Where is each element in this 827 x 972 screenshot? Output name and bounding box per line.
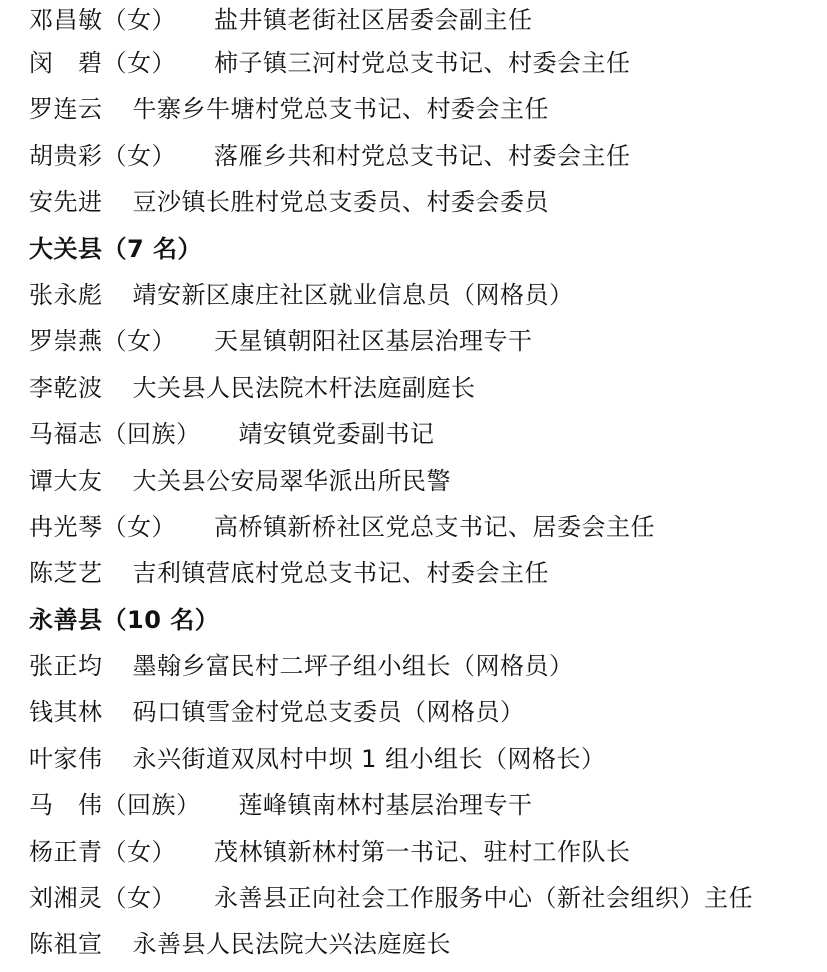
person-entry <box>29 0 819 40</box>
person-entry <box>29 736 819 782</box>
person-name: 杨正青（女） <box>29 837 176 866</box>
person-title: 永兴街道双凤村中坝 1 组小组长（网格长） <box>132 744 606 773</box>
person-name: 陈祖宣 <box>29 930 103 959</box>
person-entry <box>29 550 819 596</box>
person-entry <box>29 365 819 411</box>
person-name: 邓昌敏（女） <box>29 6 176 34</box>
person-name: 马 伟（回族） <box>29 791 201 820</box>
person-entry <box>29 504 819 550</box>
person-name: 冉光琴（女） <box>29 512 176 541</box>
person-name: 胡贵彩（女） <box>29 141 176 170</box>
person-entry <box>29 921 819 967</box>
person-title: 大关县公安局翠华派出所民警 <box>132 466 451 495</box>
person-entry <box>29 133 819 179</box>
person-title: 茂林镇新林村第一书记、驻村工作队长 <box>214 837 631 866</box>
person-name: 谭大友 <box>29 466 103 495</box>
person-name: 罗连云 <box>29 95 103 124</box>
person-name: 李乾波 <box>29 373 103 402</box>
person-entry <box>29 86 819 132</box>
person-title: 豆沙镇长胜村党总支委员、村委会委员 <box>132 188 549 217</box>
person-title: 高桥镇新桥社区党总支书记、居委会主任 <box>214 512 655 541</box>
person-entry <box>29 318 819 364</box>
person-title: 柿子镇三河村党总支书记、村委会主任 <box>214 49 631 77</box>
document-body <box>29 0 819 968</box>
person-entry <box>29 643 819 689</box>
person-title: 吉利镇营底村党总支书记、村委会主任 <box>132 559 549 588</box>
person-entry <box>29 458 819 504</box>
person-title: 码口镇雪金村党总支委员（网格员） <box>132 698 525 727</box>
person-name: 钱其林 <box>29 698 103 727</box>
person-title: 落雁乡共和村党总支书记、村委会主任 <box>214 141 631 170</box>
person-name: 闵 碧（女） <box>29 49 176 77</box>
person-title: 靖安新区康庄社区就业信息员（网格员） <box>132 280 574 309</box>
person-title: 永善县正向社会工作服务中心（新社会组织）主任 <box>214 884 753 913</box>
person-name: 张正均 <box>29 652 103 681</box>
person-title: 牛寨乡牛塘村党总支书记、村委会主任 <box>132 95 549 124</box>
person-entry <box>29 829 819 875</box>
person-entry <box>29 689 819 735</box>
person-entry <box>29 272 819 318</box>
county-heading: 永善县（10 名） <box>29 605 220 634</box>
person-name: 马福志（回族） <box>29 420 201 449</box>
person-title: 墨翰乡富民村二坪子组小组长（网格员） <box>132 652 574 681</box>
person-entry <box>29 782 819 828</box>
person-entry <box>29 411 819 457</box>
person-title: 盐井镇老街社区居委会副主任 <box>214 6 533 34</box>
person-title: 莲峰镇南林村基层治理专干 <box>238 791 533 820</box>
person-entry <box>29 875 819 921</box>
person-name: 陈芝艺 <box>29 559 103 588</box>
person-entry <box>29 40 819 86</box>
person-title: 天星镇朝阳社区基层治理专干 <box>214 327 533 356</box>
county-heading: 大关县（7 名） <box>29 234 203 263</box>
person-entry <box>29 179 819 225</box>
person-name: 叶家伟 <box>29 744 103 773</box>
person-title: 大关县人民法院木杆法庭副庭长 <box>132 373 476 402</box>
person-name: 张永彪 <box>29 280 103 309</box>
person-title: 永善县人民法院大兴法庭庭长 <box>132 930 451 959</box>
person-name: 安先进 <box>29 188 103 217</box>
person-title: 靖安镇党委副书记 <box>238 420 435 449</box>
person-name: 罗崇燕（女） <box>29 327 176 356</box>
person-name: 刘湘灵（女） <box>29 884 176 913</box>
